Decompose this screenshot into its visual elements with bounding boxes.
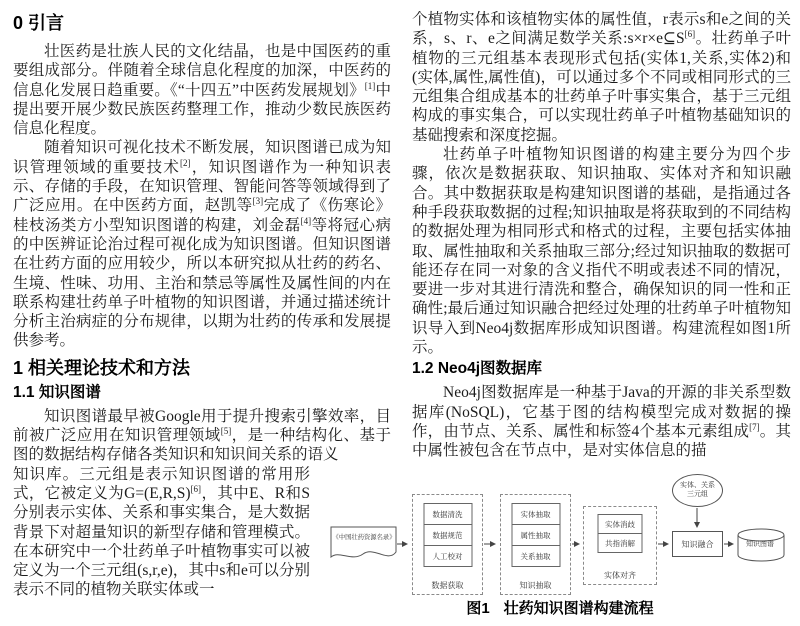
node-attribute-extraction: 属性抽取: [511, 524, 560, 546]
paragraph-kg-continuation: 个植物实体和该植物实体的属性值，r表示s和e之间的关系，s、r、e之间满足数学关系:s×r×e⊆S[6]。壮药单子叶植物的三元组基本表现形式包括(实体1,关系,实体2)和(实体,属性,属性值)，可以通过多个不同或相同形式的三元组集合组成基本的壮药单子叶事实集合，基于三元组构成的事实集合，可以实现壮药单子叶植物基础知识的基础搜索和深度挖掘。: [412, 11, 791, 144]
paragraph-kg-wide: 知识图谱最早被Google用于提升搜索引擎效率，目前被广泛应用在知识管理领域[5]，是一种结构化、基于图的数据结构存储各类知识和知识间关系的语义: [13, 407, 391, 464]
node-entity-disambiguation: 实体消歧: [598, 514, 643, 534]
stage-data-acquisition: [412, 494, 483, 595]
stage-2-items: [511, 504, 560, 567]
triple-node-line1: 实体、关系: [680, 482, 715, 489]
node-manual-check: 人工校对: [423, 545, 472, 567]
subsection-heading-1-1: 1.1 知识图谱: [13, 383, 101, 401]
node-relation-extraction: 关系抽取: [511, 545, 560, 567]
figure-caption-number: 图1: [466, 600, 490, 617]
paragraph-neo4j: Neo4j图数据库是一种基于Java的开源的非关系型数据库(NoSQL)，它基于图的结构模型完成对数据的操作，由节点、关系、属性和标签4个基本元素组成[7]。其中属性被包含在节点中，是对实体信息的描: [412, 384, 791, 460]
stage-1-items: [423, 504, 472, 567]
paragraph-intro-1: 壮医药是壮族人民的文化结晶，也是中国医药的重要组成部分。伴随着全球信息化程度的加深，中医药的信息化发展日趋重要。《“十四五”中医药发展规划》[1]中提出要开展少数民族医药整理工作，推动少数民族医药信息化程度。: [13, 43, 391, 138]
stage-3-label: 实体对齐: [604, 571, 636, 580]
triple-ellipse-node: [672, 474, 723, 507]
stage-1-label: 数据获取: [431, 581, 464, 590]
stage-2-label: 知识抽取: [519, 581, 552, 590]
node-coreference-resolution: 共指消解: [598, 533, 643, 553]
paragraph-construction-steps: 壮药单子叶植物知识图谱的构建主要分为四个步骤，依次是数据获取、知识抽取、实体对齐和知识融合。其中数据获取是构建知识图谱的基础，是指通过各种手段获取数据的过程;知识抽取是将获取到的不同结构的数据处理为相同形式和格式的过程，主要包括实体抽取、属性抽取和关系抽取三部分;经过知识抽取的数据可能还存在同一对象的含义指代不明或表述不同的情况，要进一步对其进行清洗和整合，确保知识的同一性和正确性;最后通过知识融合把经过处理的壮药单子叶植物知识导入到Neo4j数据库形成知识图谱。构建流程如图1所示。: [412, 146, 791, 357]
knowledge-graph-output-label: 知识图谱: [746, 541, 774, 548]
figure-flowchart: [330, 470, 790, 626]
section-heading-1: 1 相关理论技术和方法: [13, 357, 191, 378]
figure-caption: [330, 597, 790, 618]
paragraph-kg-narrow: 知识库。三元组是表示知识图谱的常用形式，它被定义为G=(E,R,S)[6]，其中E、R和S分别表示实体、关系和事实集合，是大数据背景下对超量知识的新型存储和管理模式。在本研究中一个壮药单子叶植物事实可以被定义为一个三元组(s,r,e)，其中s和e可以分别表示不同的植物关联实体或一: [13, 465, 310, 599]
document-shape-icon: [330, 526, 398, 566]
triple-node-line2: 三元组: [687, 490, 708, 498]
source-document-label: 《中国壮药资源名录》: [332, 534, 396, 541]
node-data-cleaning: 数据清洗: [423, 503, 472, 525]
node-data-normalize: 数据规范: [423, 524, 472, 546]
figure-caption-text: 壮药知识图谱构建流程: [503, 600, 654, 617]
paragraph-intro-2: 随着知识可视化技术不断发展，知识图谱已成为知识管理领域的重要技术[2]，知识图谱作为一种知识表示、存储的手段，在知识管理、智能问答等领域得到了广泛应用。在中医药方面，赵凯等[3]完成了《伤寒论》桂枝汤类方小型知识图谱的构建，刘金磊[4]等将冠心病的中医辨证论治过程可视化成为知识图谱。但知识图谱在壮药方面的应用较少，所以本研究拟从壮药的药名、生境、性味、功用、主治和禁忌等属性及属性间的内在联系构建壮药单子叶植物的知识图谱，并通过描述统计分析主治病症的分布规律，以期为壮药的传承和发展提供参考。: [13, 139, 391, 350]
stage-3-items: [598, 515, 643, 553]
stage-entity-alignment: [583, 506, 657, 585]
subsection-heading-1-2: 1.2 Neo4j图数据库: [412, 360, 543, 378]
stage-knowledge-extraction: [500, 494, 571, 595]
knowledge-fusion-node: 知识融合: [672, 531, 723, 557]
node-entity-extraction: 实体抽取: [511, 503, 560, 525]
section-heading-intro: 0 引言: [13, 13, 65, 33]
